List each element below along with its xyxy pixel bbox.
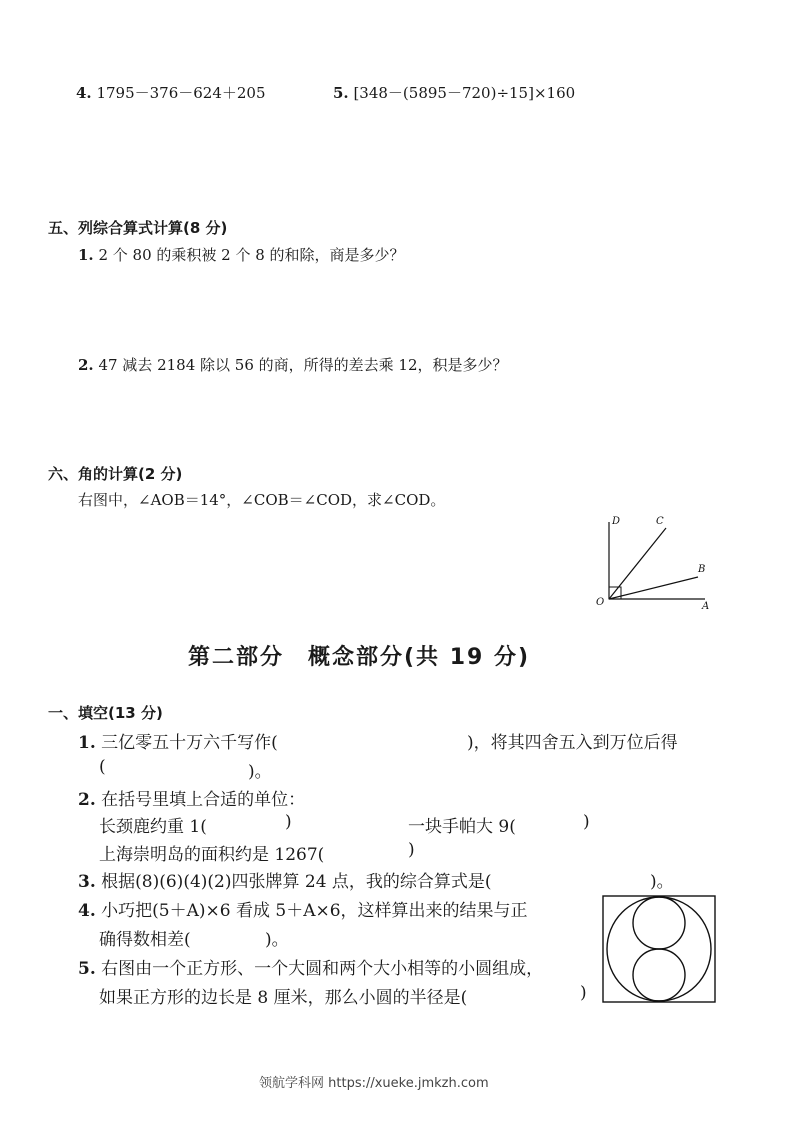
question-number: 3. — [78, 872, 96, 892]
question-text: 右图由一个正方形、一个大圆和两个大小相等的小圆组成， — [101, 959, 544, 979]
fill-question-1-cont: )，将其四舍五入到万位后得 — [467, 733, 678, 753]
question-number: 4. — [76, 84, 92, 102]
unit-giraffe: 长颈鹿约重 1( — [99, 817, 207, 837]
question-number: 5. — [333, 84, 349, 102]
section-5-question-1 — [78, 244, 405, 265]
footer-watermark: 领航学科网 https://xueke.jmkzh.com — [259, 1076, 489, 1091]
question-number: 4. — [78, 901, 96, 921]
blank-close: )。 — [248, 762, 272, 782]
square-circles-diagram — [600, 893, 720, 1005]
small-circle-top — [633, 897, 685, 949]
fill-question-5-cont: 如果正方形的边长是 8 厘米，那么小圆的半径是( — [99, 988, 468, 1008]
ray-oc — [609, 528, 666, 599]
fill-question-3 — [78, 867, 492, 892]
ray-ob — [609, 577, 698, 599]
fill-heading: 一、填空(13 分) — [48, 704, 163, 722]
fill-question-5 — [78, 954, 543, 979]
fill-question-1 — [78, 728, 278, 753]
question-text: 2 个 80 的乘积被 2 个 8 的和除，商是多少？ — [98, 246, 405, 264]
question-number: 5. — [78, 959, 96, 979]
section-6-text: 右图中，∠AOB＝14°，∠COB＝∠COD，求∠COD。 — [78, 491, 446, 509]
label-d: D — [612, 516, 621, 527]
label-c: C — [656, 516, 664, 527]
question-text: 小巧把(5＋A)×6 看成 5＋A×6，这样算出来的结果与正 — [101, 901, 528, 921]
question-number: 1. — [78, 246, 94, 264]
section-5-heading: 五、列综合算式计算(8 分) — [48, 219, 228, 237]
label-o: O — [596, 597, 605, 608]
fill-question-4 — [78, 896, 528, 921]
section-6-heading: 六、角的计算(2 分) — [48, 465, 183, 483]
blank-close: ) — [580, 983, 587, 1003]
unit-island: 上海崇明岛的面积约是 1267( — [99, 845, 325, 865]
question-5 — [333, 82, 575, 103]
question-number: 2. — [78, 790, 96, 810]
label-b: B — [698, 564, 706, 575]
fill-question-2 — [78, 785, 305, 810]
question-number: 1. — [78, 733, 96, 753]
question-text: 三亿零五十万六千写作( — [101, 733, 278, 753]
question-text: 根据(8)(6)(4)(2)四张牌算 24 点，我的综合算式是( — [101, 872, 492, 892]
expression: [348－(5895－720)÷15]×160 — [353, 84, 576, 102]
blank-close: ) — [285, 812, 292, 832]
blank-close: ) — [408, 840, 415, 860]
blank-close: )。 — [265, 930, 289, 950]
small-circle-bottom — [633, 949, 685, 1001]
blank-open: ( — [99, 757, 106, 777]
question-text: 47 减去 2184 除以 56 的商，所得的差去乘 12，积是多少？ — [98, 356, 508, 374]
blank-close: ) — [583, 812, 590, 832]
section-5-question-2 — [78, 354, 508, 375]
expression: 1795－376－624＋205 — [96, 84, 266, 102]
blank-close: )。 — [650, 872, 674, 892]
fill-question-4-cont: 确得数相差( — [99, 930, 191, 950]
unit-handkerchief: 一块手帕大 9( — [408, 817, 516, 837]
angle-diagram — [590, 510, 720, 615]
part-2-title: 第二部分 概念部分(共 19 分) — [188, 645, 531, 670]
question-text: 在括号里填上合适的单位： — [101, 790, 306, 810]
label-a: A — [702, 601, 710, 612]
question-number: 2. — [78, 356, 94, 374]
question-4 — [76, 82, 266, 103]
